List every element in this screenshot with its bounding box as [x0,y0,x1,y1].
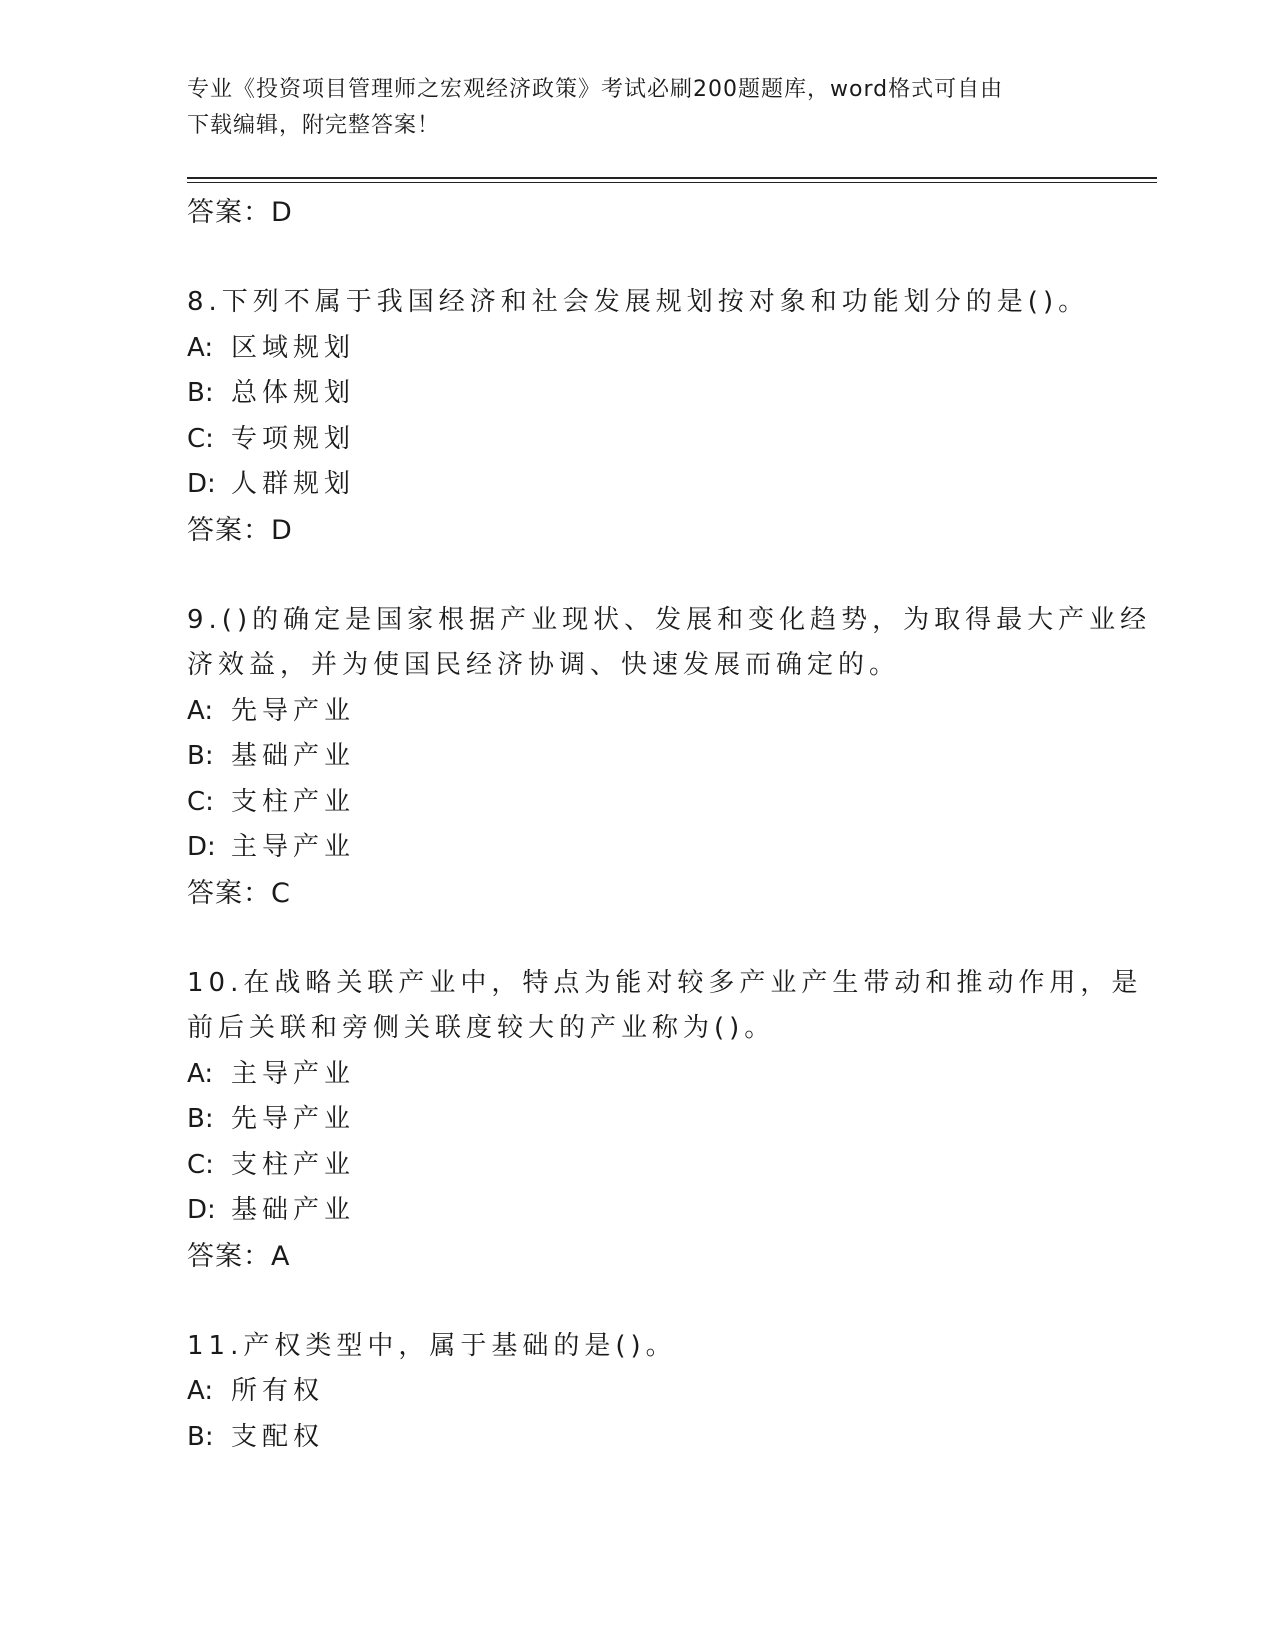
option-text: 专项规划 [231,423,356,454]
option-text: 支柱产业 [231,786,356,817]
question-item [187,598,1157,916]
answer-line: 答案：C [187,877,291,909]
answer-line: 答案：A [187,1240,291,1272]
option-key: D: [187,1195,216,1225]
question-item [187,280,1157,553]
question-item [187,1324,1157,1461]
option-key: D: [187,832,216,862]
option-a [187,1369,1157,1415]
option-key: D: [187,469,216,499]
option-key: C: [187,1149,214,1180]
question-stem: 8.下列不属于我国经济和社会发展规划按对象和功能划分的是()。 [187,287,1090,317]
option-b [187,1097,1157,1143]
option-text: 所有权 [231,1376,325,1406]
option-d [187,462,1157,508]
question-stem: 11.产权类型中，属于基础的是()。 [187,1330,677,1361]
option-key: A: [187,1058,214,1089]
question-item [187,961,1157,1279]
option-key: C: [187,786,214,817]
question-list [187,190,1157,1460]
answer-line: 答案：D [187,514,293,546]
option-key: B: [187,741,214,771]
question-stem: 10.在战略关联产业中，特点为能对较多产业产生带动和推动作用，是前后关联和旁侧关联度较大的产业称为()。 [187,967,1143,1043]
option-b [187,371,1157,417]
option-text: 先导产业 [231,1104,356,1134]
option-c [187,1143,1157,1189]
option-d [187,1188,1157,1234]
option-key: B: [187,1421,214,1452]
option-key: A: [187,695,214,726]
option-text: 基础产业 [231,1195,356,1225]
option-a [187,326,1157,372]
option-b [187,734,1157,780]
option-key: B: [187,378,214,408]
option-key: C: [187,423,214,454]
option-b [187,1415,1157,1461]
option-text: 支柱产业 [231,1149,356,1180]
option-d [187,825,1157,871]
option-text: 先导产业 [231,695,356,726]
option-key: A: [187,332,214,363]
option-a [187,1052,1157,1098]
header-line-2: 下载编辑，附完整答案！ [187,113,441,138]
option-text: 基础产业 [231,741,356,771]
option-text: 主导产业 [231,1058,356,1089]
option-text: 总体规划 [231,378,356,408]
option-text: 人群规划 [231,469,356,499]
option-text: 主导产业 [231,832,356,862]
option-key: B: [187,1104,214,1134]
header-line-1: 专业《投资项目管理师之宏观经济政策》考试必刷200题题库，word格式可自由 [187,77,1004,102]
document-header [187,72,1087,144]
option-a [187,689,1157,735]
header-divider [187,177,1157,183]
question-stem: 9.()的确定是国家根据产业现状、发展和变化趋势，为取得最大产业经济效益，并为使国民经济协调、快速发展而确定的。 [187,604,1152,680]
option-c [187,417,1157,463]
option-key: A: [187,1376,214,1406]
option-text: 支配权 [231,1421,325,1452]
option-text: 区域规划 [231,332,356,363]
answer-line: 答案：D [187,197,293,228]
option-c [187,780,1157,826]
